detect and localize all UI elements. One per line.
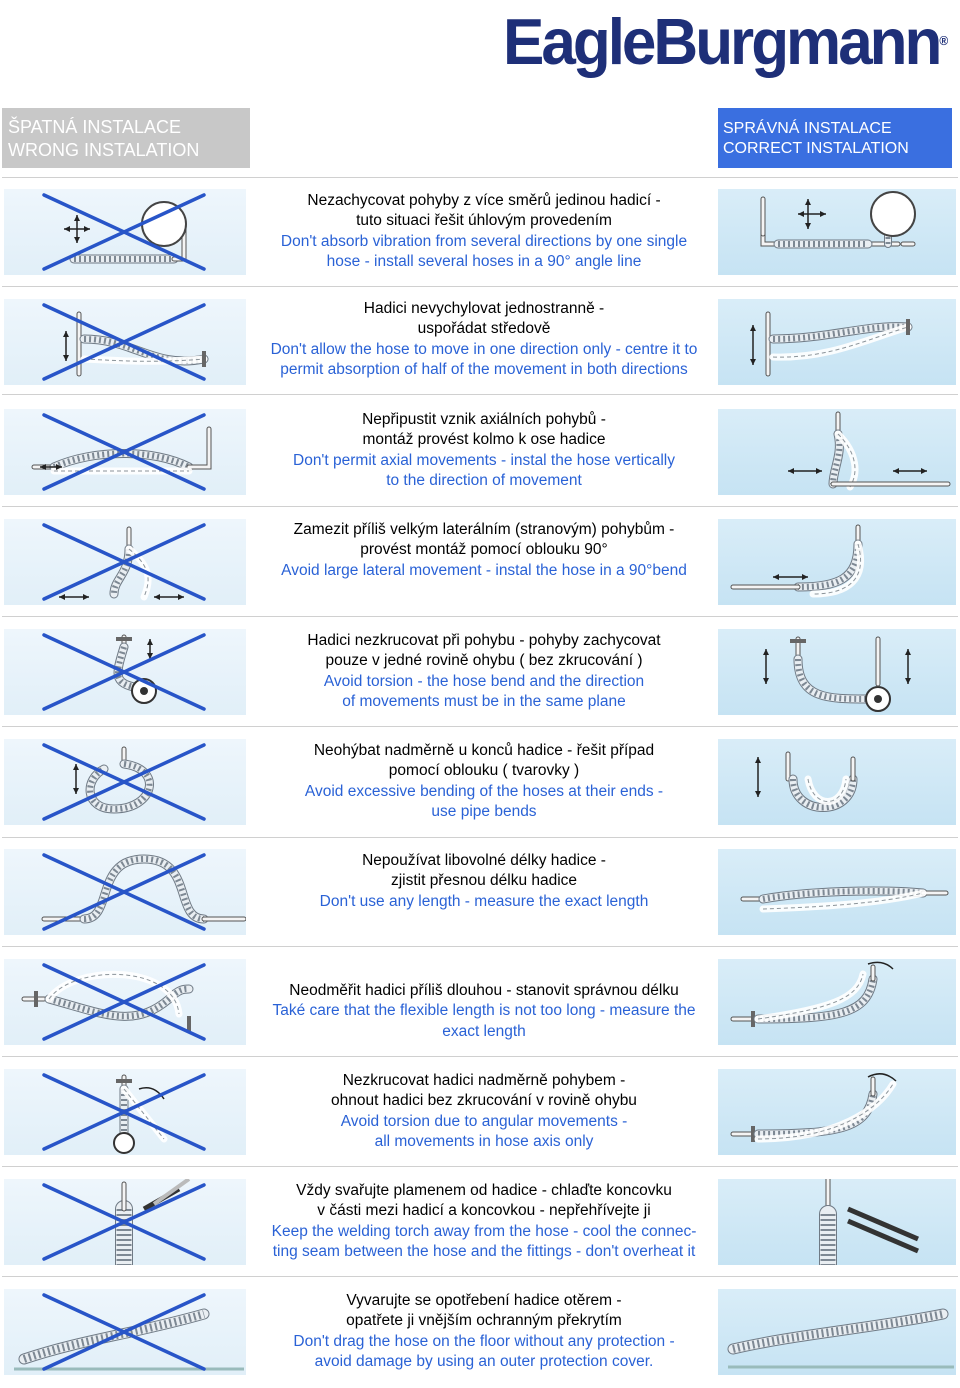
instruction-text: [252, 1291, 716, 1372]
instruction-cz-line: zjistit přesnou délku hadice: [390, 872, 578, 890]
wrong-installation-diagram: [4, 629, 246, 715]
instruction-text: [252, 851, 716, 912]
correct-installation-diagram: [718, 409, 956, 495]
correct-installation-diagram: [718, 299, 956, 385]
instruction-en-line: exact length: [442, 1022, 526, 1040]
correct-installation-diagram: [718, 739, 956, 825]
row-divider: [2, 1276, 958, 1277]
instruction-cz-line: Zamezit příliš velkým laterálním (stranovým) pohybům -: [293, 521, 675, 538]
correct-installation-diagram: [718, 959, 956, 1045]
wrong-installation-diagram: [4, 519, 246, 605]
row-divider: [2, 946, 958, 947]
instruction-en-line: Don't allow the hose to move in one direction only - centre it to: [270, 340, 698, 358]
wrong-installation-diagram: [4, 849, 246, 935]
instruction-en-line: all movements in hose axis only: [374, 1132, 594, 1150]
instruction-en-line: Avoid torsion - the hose bend and the direction: [323, 672, 645, 690]
correct-installation-diagram: [718, 1069, 956, 1155]
correct-header-en: CORRECT INSTALATION: [723, 140, 909, 157]
row-divider: [2, 394, 958, 395]
instruction-cz-line: uspořádat středově: [417, 320, 551, 338]
instruction-en-line: Také care that the flexible length is not too long - measure the: [272, 1002, 696, 1020]
instruction-text: [252, 520, 716, 581]
instruction-text: [252, 299, 716, 380]
instruction-cz-line: Hadici nevychylovat jednostranně -: [363, 300, 605, 317]
instruction-cz-line: Neohýbat nadměrně u konců hadice - řešit případ: [313, 742, 655, 759]
instruction-en-line: Don't permit axial movements - instal the hose vertically: [293, 451, 675, 469]
instruction-en-line: of movements must be in the same plane: [342, 692, 626, 710]
instruction-en-line: avoid damage by using an outer protection cover.: [314, 1352, 654, 1370]
correct-installation-diagram: [718, 629, 956, 715]
instruction-text: [252, 410, 716, 491]
instruction-en-line: Don't drag the hose on the floor without any protection -: [293, 1332, 675, 1350]
instruction-en-line: Don't use any length - measure the exact length: [319, 892, 649, 910]
instruction-cz-line: pouze v jedné rovině ohybu ( bez zkrucování ): [325, 652, 643, 670]
instruction-cz-line: pomocí oblouku ( tvarovky ): [388, 762, 580, 780]
instruction-en-line: Avoid large lateral movement - instal the hose in a 90°bend: [281, 561, 687, 579]
instruction-en-line: ting seam between the hose and the fittings - don't overheat it: [272, 1242, 696, 1260]
instruction-en-line: Keep the welding torch away from the hose - cool the connec-: [271, 1222, 697, 1240]
instruction-text: [252, 1181, 716, 1262]
row-divider: [2, 1166, 958, 1167]
instruction-en-line: use pipe bends: [431, 802, 537, 820]
instruction-cz-line: Vždy svařujte plamenem od hadice - chlaďte koncovku: [296, 1182, 672, 1199]
row-divider: [2, 837, 958, 838]
instruction-cz-line: Nepoužívat libovolné délky hadice -: [362, 852, 606, 869]
correct-header-cz: SPRÁVNÁ INSTALACE: [723, 120, 892, 137]
correct-installation-header: [718, 108, 952, 168]
row-divider: [2, 177, 958, 178]
eagleburgmann-logo: EagleBurgmann®: [503, 6, 949, 79]
instruction-cz-line: Nepřipustit vznik axiálních pohybů -: [362, 411, 606, 428]
instruction-cz-line: Nezachycovat pohyby z více směrů jedinou hadicí -: [307, 192, 661, 209]
correct-installation-diagram: [718, 189, 956, 275]
wrong-installation-diagram: [4, 1069, 246, 1155]
instruction-en-line: Don't absorb vibration from several directions by one single: [280, 232, 688, 250]
wrong-installation-header: [2, 108, 250, 168]
wrong-header-cz: ŠPATNÁ INSTALACE: [8, 117, 182, 137]
instruction-cz-line: Vyvarujte se opotřebení hadice otěrem -: [346, 1292, 622, 1309]
instruction-cz-line: v části mezi hadicí a koncovkou - nepřehřívejte ji: [317, 1202, 651, 1220]
instruction-text: [252, 1071, 716, 1152]
correct-installation-diagram: [718, 519, 956, 605]
instruction-en-line: to the direction of movement: [386, 471, 582, 489]
correct-installation-diagram: [718, 849, 956, 935]
instruction-text: [252, 981, 716, 1042]
row-divider: [2, 506, 958, 507]
wrong-installation-diagram: [4, 1289, 246, 1375]
row-divider: [2, 286, 958, 287]
instruction-en-line: permit absorption of half of the movement in both directions: [280, 360, 688, 378]
instruction-cz-line: Nezkrucovat hadici nadměrně pohybem -: [342, 1072, 626, 1089]
wrong-installation-diagram: [4, 189, 246, 275]
instruction-cz-line: Hadici nezkrucovat při pohybu - pohyby zachycovat: [307, 632, 661, 649]
instruction-cz-line: Neodměřit hadici příliš dlouhou - stanovit správnou délku: [289, 982, 679, 999]
row-divider: [2, 1056, 958, 1057]
correct-installation-diagram: [718, 1289, 956, 1375]
row-divider: [2, 726, 958, 727]
instruction-en-line: hose - install several hoses in a 90° angle line: [326, 252, 642, 270]
instruction-text: [252, 191, 716, 272]
instruction-en-line: Avoid excessive bending of the hoses at their ends -: [304, 782, 664, 800]
instruction-cz-line: ohnout hadici bez zkrucování v rovině ohybu: [331, 1092, 637, 1110]
wrong-header-en: WRONG INSTALATION: [8, 140, 200, 160]
wrong-installation-diagram: [4, 739, 246, 825]
instruction-text: [252, 631, 716, 712]
wrong-installation-diagram: [4, 1179, 246, 1265]
instruction-cz-line: montáž provést kolmo k ose hadice: [362, 431, 606, 449]
instruction-cz-line: tuto situaci řešit úhlovým provedením: [356, 212, 612, 230]
wrong-installation-diagram: [4, 409, 246, 495]
instruction-cz-line: opatřete ji vnějším ochranným překrytím: [346, 1312, 622, 1330]
instruction-text: [252, 741, 716, 822]
instruction-en-line: Avoid torsion due to angular movements -: [340, 1112, 628, 1130]
wrong-installation-diagram: [4, 299, 246, 385]
wrong-installation-diagram: [4, 959, 246, 1045]
correct-installation-diagram: [718, 1179, 956, 1265]
row-divider: [2, 616, 958, 617]
instruction-cz-line: provést montáž pomocí oblouku 90°: [360, 541, 608, 559]
